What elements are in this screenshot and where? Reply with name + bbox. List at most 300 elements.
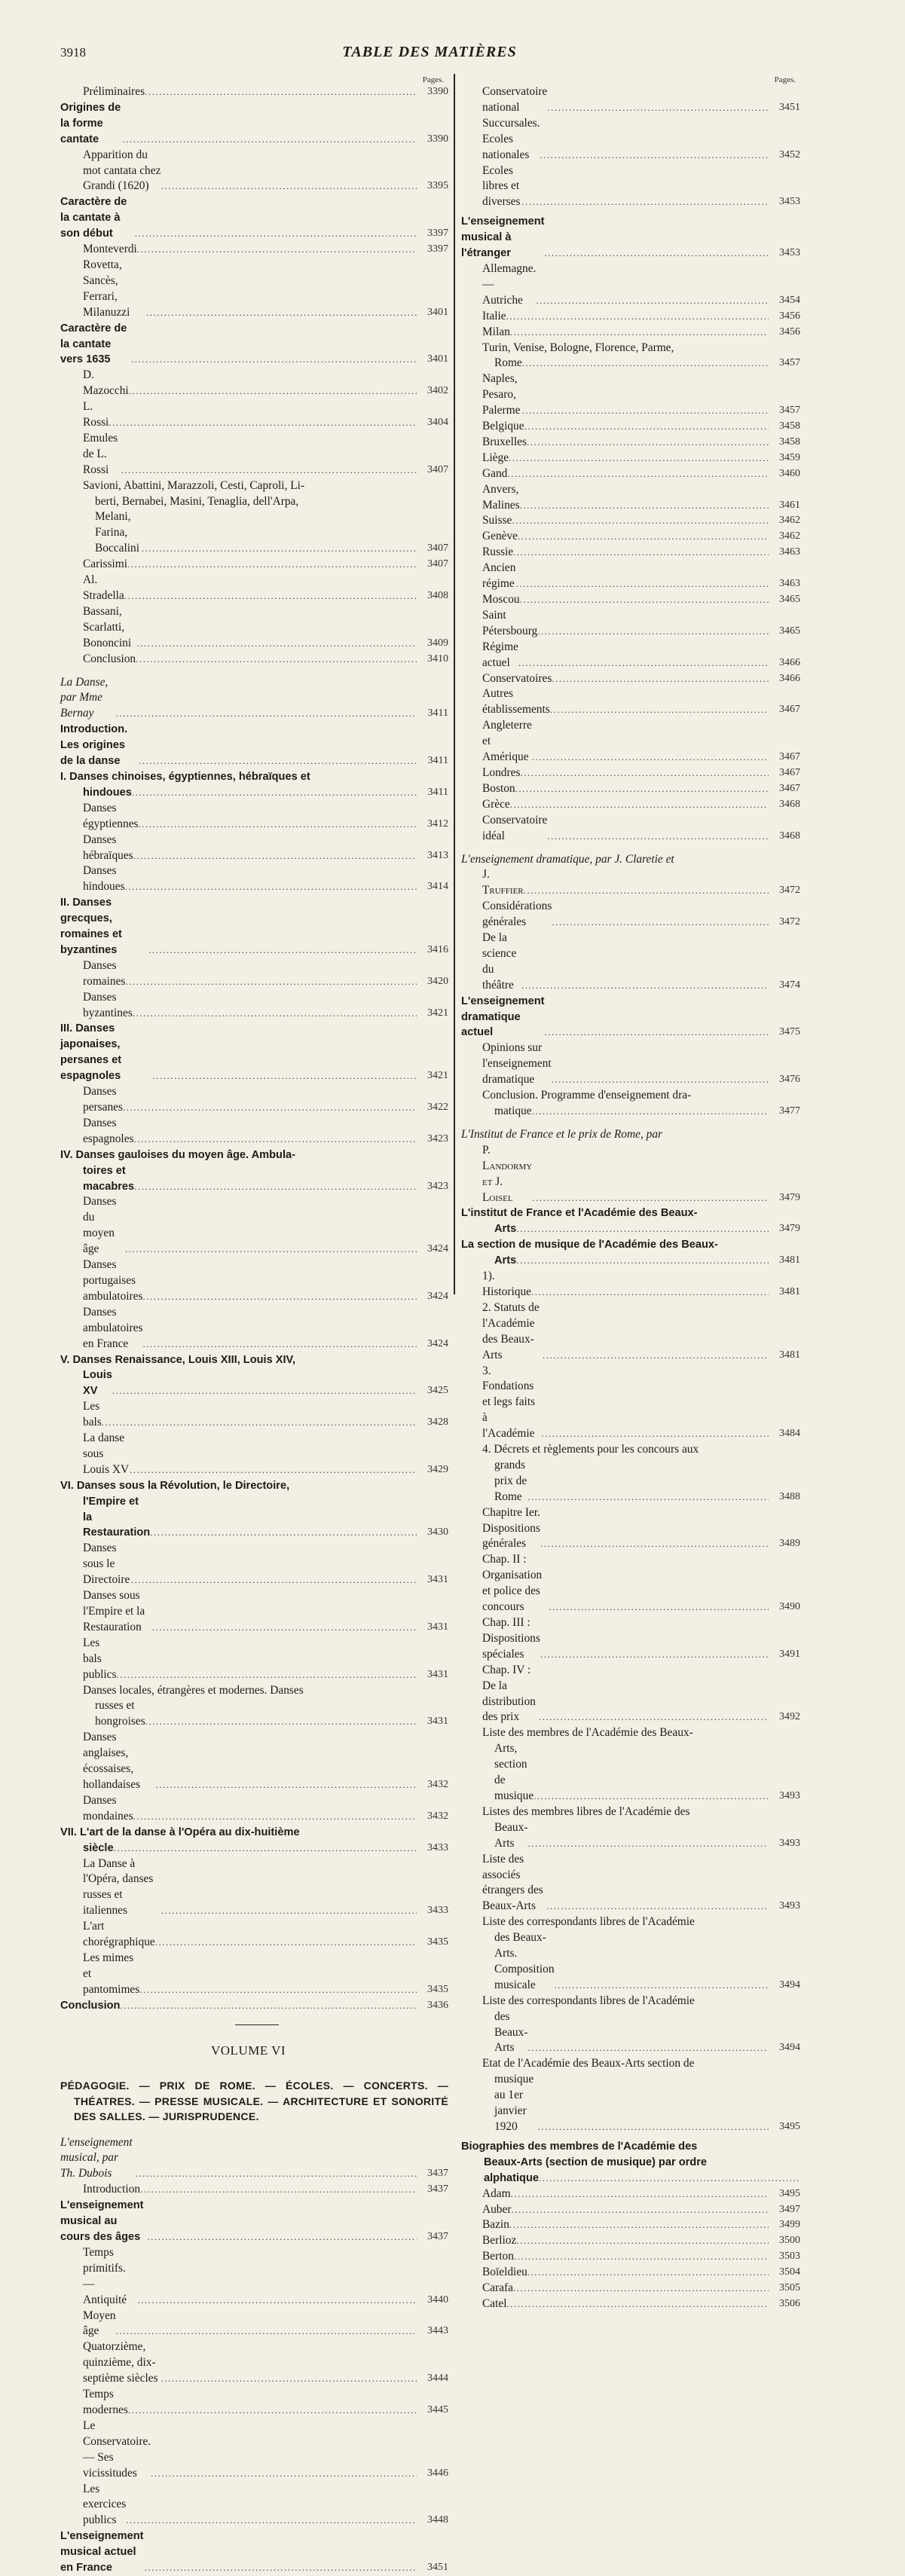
toc-entry-title: Beaux-Arts (section de musique) par ordre: [484, 2156, 707, 2168]
toc-entry-title: Emules de L. Rossi: [83, 431, 118, 476]
leader-dots: [516, 2233, 769, 2249]
toc-entry-page: 3453: [779, 247, 800, 259]
leader-dots: [541, 1426, 769, 1442]
toc-entry-title: Conservatoire national: [482, 85, 548, 114]
toc-entry-title: Liste des correspondants libres de l'Académie: [482, 1915, 695, 1929]
toc-entry: [461, 435, 800, 451]
toc-entry: [461, 671, 800, 687]
leader-dots: [129, 383, 417, 399]
toc-entry-title: Opinions sur l'enseignement dramatique: [482, 1041, 552, 1086]
toc-entry: [461, 994, 800, 1041]
toc-entry: [461, 930, 800, 994]
toc-entry-title: V. Danses Renaissance, Louis XIII, Louis XIV,: [60, 1353, 296, 1366]
toc-entry-title: Caractère de la cantate à son début: [60, 196, 127, 240]
toc-entry-page: 3490: [779, 1601, 800, 1613]
toc-entry-title: Danses portugaises ambulatoires: [83, 1258, 143, 1303]
toc-entry-page: 3456: [779, 325, 800, 338]
toc-entry-title: Listes des membres libres de l'Académie des: [482, 1804, 690, 1818]
toc-entry: [461, 1127, 800, 1143]
toc-entry-page: 3452: [779, 148, 800, 160]
toc-entry-title: Conclusion. Programme d'enseignement dra-: [482, 1089, 692, 1102]
toc-entry-page: 3414: [427, 881, 448, 893]
toc-entry: [60, 148, 448, 195]
toc-entry: [461, 116, 800, 163]
toc-entry-page: 3491: [779, 1648, 800, 1660]
toc-entry-title: Conservatoire idéal: [482, 813, 548, 842]
leader-dots: [520, 592, 769, 608]
toc-entry: [461, 1930, 800, 1994]
toc-entry-title: Boston: [482, 781, 515, 795]
toc-entry-title: J. Truffier: [482, 868, 524, 897]
toc-entry-title: Belgique: [482, 420, 524, 433]
toc-entry: [461, 1269, 800, 1300]
leader-dots: [136, 2166, 417, 2182]
toc-entry-page: 3479: [779, 1223, 800, 1235]
toc-list-left-2: [60, 2135, 448, 2576]
spacer: [461, 845, 800, 852]
toc-entry-title: Considérations générales: [482, 900, 552, 929]
toc-entry: [60, 1367, 448, 1399]
toc-entry: [60, 722, 448, 769]
toc-entry-page: 3390: [427, 133, 448, 145]
toc-entry: [461, 482, 800, 514]
toc-entry: [461, 899, 800, 930]
leader-dots: [511, 2186, 769, 2202]
toc-entry-title: Chap. II : Organisation et police des concours: [482, 1553, 543, 1614]
toc-entry: [60, 1257, 448, 1305]
toc-entry-page: 3506: [779, 2297, 800, 2309]
toc-entry: [60, 1856, 448, 1920]
toc-entry: [461, 309, 800, 325]
toc-entry-page: 3423: [427, 1132, 448, 1144]
toc-entry-title: Préliminaires: [83, 85, 145, 98]
toc-entry-page: 3445: [427, 2403, 448, 2416]
leader-dots: [514, 2249, 769, 2265]
toc-entry-title: La section de musique de l'Académie des Beaux-: [461, 1239, 718, 1251]
toc-entry-page: 3467: [779, 751, 800, 763]
toc-entry-title: berti, Bernabei, Masini, Tenaglia, dell'Arpa,: [95, 494, 299, 508]
leader-dots: [139, 753, 417, 769]
leader-dots: [142, 541, 417, 557]
toc-entry: [60, 2309, 448, 2340]
leader-dots: [131, 352, 417, 368]
toc-entry-title: Arts: [494, 1254, 517, 1267]
toc-entry-title: La danse sous Louis XV: [83, 1432, 130, 1476]
toc-entry: [60, 1998, 448, 2014]
toc-entry-title: Danses locales, étrangères et modernes. Danses: [83, 1683, 304, 1697]
toc-entry: [461, 2296, 800, 2312]
page-title: TABLE DES MATIÈRES: [342, 44, 517, 60]
toc-entry-page: 3425: [427, 1385, 448, 1397]
toc-entry: [461, 1741, 800, 1804]
toc-entry: [60, 1636, 448, 1683]
toc-entry-title: matique: [494, 1105, 532, 1117]
toc-entry-title: IV. Danses gauloises du moyen âge. Ambula-: [60, 1148, 295, 1161]
spacer: [60, 668, 448, 675]
leader-dots: [145, 2560, 417, 2576]
leader-dots: [139, 1982, 417, 1998]
toc-entry: [60, 2339, 448, 2387]
leader-dots: [512, 513, 769, 529]
toc-entry-title: Anvers, Malines: [482, 482, 520, 512]
toc-entry-page: 3489: [779, 1538, 800, 1550]
toc-entry-title: Conservatoires: [482, 671, 552, 685]
toc-entry: [461, 371, 800, 419]
toc-entry-page: 3431: [427, 1668, 448, 1680]
toc-entry-page: 3433: [427, 1841, 448, 1853]
toc-entry-title: Les mimes et pantomimes: [83, 1951, 140, 1996]
toc-entry-title: toires et macabres: [83, 1164, 135, 1193]
toc-entry: [60, 1541, 448, 1588]
leader-dots: [515, 781, 769, 797]
toc-list-right: [461, 84, 800, 2312]
pages-label-right: Pages.: [774, 75, 796, 84]
leader-dots: [120, 1998, 417, 2014]
leader-dots: [515, 576, 769, 592]
toc-entry-page: 3472: [779, 885, 800, 897]
toc-entry-page: 3494: [779, 1979, 800, 1991]
leader-dots: [510, 797, 769, 813]
leader-dots: [123, 1100, 417, 1116]
toc-entry-page: 3412: [427, 817, 448, 830]
toc-entry-title: siècle: [83, 1841, 114, 1854]
toc-entry-title: I. Danses chinoises, égyptiennes, hébraïques et: [60, 770, 310, 783]
leader-dots: [540, 1647, 769, 1663]
toc-entry-page: 3481: [779, 1349, 800, 1361]
toc-entry-title: Moscou: [482, 593, 520, 606]
toc-entry-title: Beaux-Arts: [494, 1820, 528, 1850]
toc-entry-title: Rovetta, Sancès, Ferrari, Milanuzzi: [83, 258, 130, 319]
leader-dots: [521, 194, 769, 210]
toc-entry-page: 3503: [779, 2251, 800, 2263]
toc-entry-page: 3467: [779, 782, 800, 794]
toc-entry-page: 3421: [427, 1007, 448, 1019]
leader-dots: [114, 1841, 417, 1856]
toc-entry-page: 3420: [427, 975, 448, 987]
leader-dots: [145, 84, 417, 100]
toc-entry-title: Arts: [494, 1223, 517, 1236]
leader-dots: [513, 2281, 769, 2296]
toc-entry-page: 3499: [779, 2219, 800, 2231]
toc-entry-title: Turin, Venise, Bologne, Florence, Parme,: [482, 341, 674, 354]
leader-dots: [125, 879, 417, 895]
leader-dots: [511, 2202, 769, 2218]
toc-entry-page: 3504: [779, 2266, 800, 2278]
toc-entry-page: 3431: [427, 1716, 448, 1728]
toc-entry-page: 3409: [427, 637, 448, 649]
toc-entry-title: L'enseignement musical au cours des âges: [60, 2199, 144, 2243]
toc-entry-page: 3416: [427, 943, 448, 955]
toc-entry-title: Danses ambulatoires en France: [83, 1305, 143, 1350]
right-column: [461, 75, 800, 2312]
leader-dots: [122, 132, 417, 148]
toc-entry-page: 3444: [427, 2373, 448, 2385]
toc-entry-title: Melani, Farina, Boccalini: [95, 510, 139, 555]
toc-entry: [461, 867, 800, 899]
toc-entry-page: 3457: [779, 405, 800, 417]
toc-entry: [461, 341, 800, 356]
toc-entry-page: 3397: [427, 243, 448, 255]
leader-dots: [102, 1415, 417, 1431]
toc-entry-page: 3477: [779, 1105, 800, 1117]
leader-dots: [534, 1789, 769, 1804]
toc-entry: [60, 2419, 448, 2482]
leader-dots: [509, 2217, 769, 2233]
toc-entry-title: Introduction: [83, 2183, 141, 2196]
toc-entry-title: La Danse, par Mme Bernay: [60, 675, 109, 720]
toc-entry-page: 3435: [427, 1936, 448, 1948]
toc-entry-page: 3424: [427, 1337, 448, 1349]
toc-entry-page: 3472: [779, 916, 800, 928]
leader-dots: [116, 2324, 417, 2339]
toc-entry-title: Apparition du mot cantata chez Grandi (1620): [83, 148, 161, 193]
toc-entry: [60, 863, 448, 895]
leader-dots: [156, 1777, 417, 1793]
toc-entry-title: Danses sous le Directoire: [83, 1542, 130, 1587]
toc-entry: [461, 2217, 800, 2233]
toc-entry: [461, 1852, 800, 1915]
leader-dots: [527, 1490, 769, 1505]
toc-entry-page: 3463: [779, 546, 800, 558]
leader-dots: [527, 2040, 769, 2056]
toc-entry: [60, 2135, 448, 2183]
toc-entry: [60, 368, 448, 399]
toc-entry-title: Ancien régime: [482, 561, 516, 591]
toc-entry: [461, 813, 800, 845]
leader-dots: [520, 765, 769, 781]
leader-dots: [531, 1285, 769, 1300]
toc-entry-title: Auber: [482, 2202, 512, 2216]
toc-entry-title: Bassani, Scarlatti, Bononcini: [83, 604, 132, 649]
toc-entry-page: 3428: [427, 1416, 448, 1429]
leader-dots: [133, 1006, 417, 1022]
toc-entry-title: hindoues: [83, 786, 132, 799]
left-column: [60, 75, 448, 2576]
leader-dots: [532, 1104, 769, 1120]
toc-list-left: [60, 84, 448, 2014]
leader-dots: [521, 978, 769, 994]
pages-label: Pages.: [422, 75, 444, 84]
toc-entry-page: 3466: [779, 672, 800, 684]
leader-dots: [545, 246, 769, 261]
toc-entry: [461, 1552, 800, 1615]
toc-entry: [60, 2529, 448, 2576]
toc-entry-page: 3440: [427, 2293, 448, 2306]
toc-entry-title: L'Institut de France et le prix de Rome, par: [461, 1127, 663, 1141]
toc-entry-page: 3492: [779, 1711, 800, 1723]
toc-entry-page: 3475: [779, 1026, 800, 1038]
toc-entry: [461, 1615, 800, 1663]
leader-dots: [552, 915, 769, 930]
toc-entry-page: 3451: [427, 2562, 448, 2574]
toc-entry: [60, 431, 448, 478]
toc-entry-page: 3411: [427, 755, 448, 767]
leader-dots: [161, 2371, 417, 2387]
leader-dots: [527, 2265, 769, 2281]
toc-entry: [461, 1221, 800, 1237]
toc-entry: [461, 718, 800, 765]
leader-dots: [506, 2296, 769, 2312]
toc-entry: [60, 2198, 448, 2245]
toc-entry-page: 3467: [779, 704, 800, 716]
toc-entry-page: 3390: [427, 86, 448, 97]
toc-entry: [60, 1793, 448, 1825]
toc-entry-page: 3459: [779, 451, 800, 463]
toc-entry: [60, 1116, 448, 1147]
toc-entry: [461, 640, 800, 671]
toc-entry: [60, 1825, 448, 1841]
leader-dots: [538, 2119, 769, 2135]
toc-entry: [60, 675, 448, 723]
toc-entry-page: 3493: [779, 1789, 800, 1801]
toc-entry-title: L. Rossi: [83, 400, 109, 429]
toc-entry: [461, 2202, 800, 2218]
toc-entry: [461, 2139, 800, 2155]
leader-dots: [133, 1809, 417, 1825]
leader-dots: [136, 636, 417, 652]
toc-entry-title: Caractère de la cantate vers 1635: [60, 322, 127, 366]
toc-entry-title: Danses byzantines: [83, 990, 133, 1019]
toc-entry-page: 3424: [427, 1243, 448, 1255]
toc-entry-title: Liège: [482, 451, 509, 464]
toc-entry-title: Adam: [482, 2186, 511, 2200]
leader-dots: [116, 706, 417, 722]
leader-dots: [109, 415, 417, 431]
toc-entry: [60, 1494, 448, 1542]
toc-entry: [60, 652, 448, 668]
toc-entry: [461, 1205, 800, 1221]
toc-entry-title: Danses hindoues: [83, 864, 125, 894]
leader-dots: [161, 179, 417, 194]
toc-entry-title: Carafa: [482, 2281, 514, 2295]
toc-entry: [461, 765, 800, 781]
section-divider: [235, 2024, 279, 2026]
toc-entry: [461, 2072, 800, 2135]
leader-dots: [527, 1836, 769, 1852]
toc-entry: [60, 1730, 448, 1793]
toc-entry-title: 4. Décrets et règlements pour les concours aux: [482, 1443, 699, 1456]
toc-entry-page: 3431: [427, 1574, 448, 1586]
toc-entry-page: 3430: [427, 1526, 448, 1539]
toc-entry: [60, 509, 448, 557]
toc-entry-page: 3494: [779, 2042, 800, 2054]
toc-entry-title: Berton: [482, 2250, 514, 2263]
toc-entry-page: 3462: [779, 530, 800, 542]
toc-entry: [461, 781, 800, 797]
spacer: [461, 1120, 800, 1127]
toc-entry: [60, 494, 448, 510]
toc-entry-page: 3436: [427, 1999, 448, 2011]
toc-entry: [60, 833, 448, 864]
toc-entry-title: Quatorzième, quinzième, dix-septième siècles: [83, 2340, 158, 2385]
toc-entry-page: 3461: [779, 499, 800, 511]
toc-entry-page: 3474: [779, 979, 800, 991]
leader-dots: [522, 403, 769, 419]
toc-entry: [60, 258, 448, 321]
leader-dots: [546, 1899, 769, 1914]
toc-entry-title: Bazin: [482, 2218, 509, 2232]
toc-entry-page: 3484: [779, 1428, 800, 1440]
toc-entry-page: 3413: [427, 849, 448, 861]
toc-entry: [461, 1040, 800, 1088]
toc-entry-title: Liste des correspondants libres de l'Académie: [482, 1994, 695, 2007]
toc-entry-title: Les exercices publics: [83, 2482, 127, 2527]
toc-entry: [461, 686, 800, 718]
leader-dots: [133, 848, 417, 864]
leader-dots: [552, 1072, 769, 1088]
toc-entry: [461, 2281, 800, 2296]
leader-dots: [513, 545, 769, 561]
toc-entry-title: Danses espagnoles: [83, 1116, 134, 1145]
toc-entry-title: Régime actuel: [482, 640, 518, 669]
toc-entry-page: 3481: [779, 1254, 800, 1267]
toc-entry: [461, 2265, 800, 2281]
leader-dots: [540, 1536, 769, 1552]
toc-entry: [461, 419, 800, 435]
leader-dots: [146, 305, 417, 321]
toc-entry-title: L'enseignement dramatique, par J. Claretie et: [461, 852, 674, 866]
toc-entry: [60, 478, 448, 494]
leader-dots: [161, 1903, 417, 1919]
toc-entry-page: 3433: [427, 1905, 448, 1917]
leader-dots: [121, 463, 417, 478]
leader-dots: [130, 1462, 417, 1478]
toc-entry-title: Londres: [482, 765, 521, 779]
leader-dots: [151, 2466, 417, 2482]
toc-entry-page: 3432: [427, 1778, 448, 1790]
toc-entry: [461, 451, 800, 466]
toc-entry-title: Chap. III : Dispositions spéciales: [482, 1616, 540, 1661]
toc-entry-title: Suisse: [482, 514, 512, 527]
leader-dots: [145, 1714, 417, 1730]
toc-entry-title: Italie: [482, 309, 506, 322]
toc-entry-title: 1). Historique: [482, 1270, 531, 1298]
toc-entry-title: Danses romaines: [83, 958, 126, 988]
toc-entry-title: musique au 1er janvier 1920: [494, 2073, 534, 2133]
toc-entry: [461, 1442, 800, 1458]
toc-entry-title: Ecoles libres et diverses: [482, 163, 521, 209]
leader-dots: [137, 2293, 417, 2309]
toc-entry: [461, 261, 800, 309]
leader-dots: [143, 1289, 417, 1305]
toc-entry-page: 3408: [427, 590, 448, 601]
toc-entry-title: Carissimi: [83, 558, 127, 571]
toc-entry-title: 2. Statuts de l'Académie des Beaux-Arts: [482, 1300, 540, 1361]
toc-entry-page: 3460: [779, 467, 800, 479]
toc-entry-title: Monteverdi: [83, 243, 137, 256]
leader-dots: [127, 557, 417, 573]
toc-entry: [461, 214, 800, 261]
toc-entry: [60, 1084, 448, 1116]
toc-entry-page: 3411: [427, 786, 448, 798]
leader-dots: [134, 1132, 417, 1147]
toc-entry: [461, 529, 800, 545]
toc-entry: [60, 100, 448, 148]
toc-entry: [461, 1253, 800, 1269]
toc-entry: [60, 769, 448, 785]
leader-dots: [516, 1221, 769, 1237]
toc-entry-title: Savioni, Abattini, Marazzoli, Cesti, Caproli, Li-: [83, 478, 305, 492]
toc-entry-page: 3443: [427, 2325, 448, 2337]
toc-entry-title: Conclusion: [83, 652, 136, 665]
toc-entry-page: 3437: [427, 2168, 448, 2180]
toc-entry-title: des Beaux-Arts: [494, 2009, 528, 2055]
toc-entry: [60, 1698, 448, 1730]
toc-entry-title: Les bals publics: [83, 1636, 117, 1681]
leader-dots: [536, 293, 769, 309]
toc-entry-title: D. Mazocchi: [83, 368, 129, 398]
toc-entry-title: Danses mondaines: [83, 1793, 133, 1823]
